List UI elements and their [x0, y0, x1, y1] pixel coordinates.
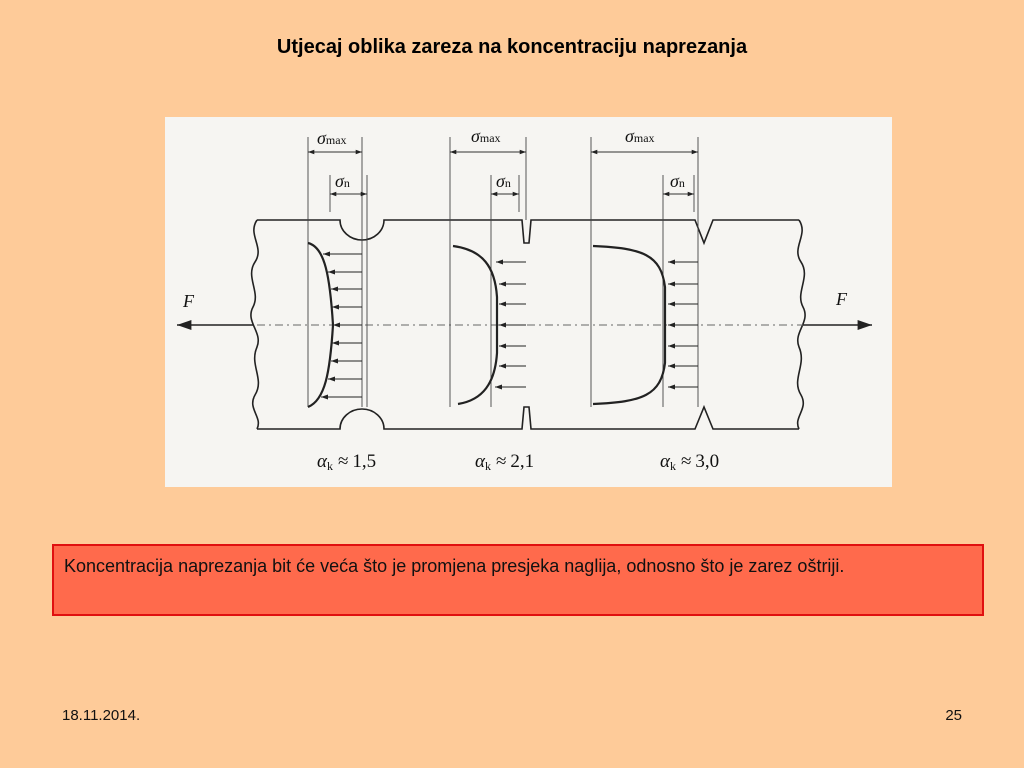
- svg-text:αk≈2,1: [475, 451, 534, 473]
- svg-text:σn: [496, 171, 511, 191]
- sigma-n-sub-1: n: [343, 176, 350, 190]
- sigma-max-sub-3: max: [633, 131, 655, 145]
- sigma-n-symbol-3: σ: [670, 171, 679, 191]
- sigma-max-symbol-1: σ: [317, 128, 326, 148]
- sigma-max-symbol-2: σ: [471, 126, 480, 146]
- case-slot-notch: [450, 126, 534, 473]
- alpha-sub-1: k: [326, 459, 333, 473]
- sigma-n-symbol-2: σ: [496, 171, 505, 191]
- case-v-notch: [591, 126, 719, 473]
- notch-stress-figure: [165, 117, 892, 487]
- svg-text:σmax: [317, 128, 347, 148]
- sigma-n-sub-2: n: [504, 176, 511, 190]
- alpha-value-2: 2,1: [510, 451, 535, 472]
- alpha-sub-3: k: [669, 459, 676, 473]
- svg-text:σmax: [625, 126, 655, 146]
- approx-1: ≈: [337, 451, 349, 472]
- svg-text:αk≈3,0: [660, 451, 719, 473]
- alpha-symbol-2: α: [475, 451, 485, 472]
- conclusion-callout: [52, 544, 984, 616]
- approx-3: ≈: [680, 451, 692, 472]
- page-number: 25: [945, 707, 962, 724]
- approx-2: ≈: [495, 451, 507, 472]
- sigma-max-symbol-3: σ: [625, 126, 634, 146]
- load-label-right: F: [836, 289, 847, 309]
- slide-title: Utjecaj oblika zareza na koncentraciju naprezanja: [276, 36, 748, 58]
- svg-text:σn: [335, 171, 350, 191]
- sigma-n-symbol-1: σ: [335, 171, 344, 191]
- alpha-symbol-1: α: [317, 451, 327, 472]
- conclusion-text: Koncentracija naprezanja bit će veća što je promjena presjeka naglija, odnosno što je zarez oštriji.: [64, 556, 845, 576]
- svg-text:σn: [670, 171, 685, 191]
- footer-date: 18.11.2014.: [62, 707, 141, 724]
- sigma-max-sub-2: max: [479, 131, 501, 145]
- sigma-max-sub-1: max: [325, 133, 347, 147]
- sigma-n-sub-3: n: [678, 176, 685, 190]
- svg-text:αk≈1,5: [317, 451, 376, 473]
- alpha-symbol-3: α: [660, 451, 670, 472]
- svg-text:σmax: [471, 126, 501, 146]
- alpha-value-1: 1,5: [352, 451, 377, 472]
- load-label-left: F: [183, 291, 194, 311]
- alpha-sub-2: k: [484, 459, 491, 473]
- alpha-value-3: 3,0: [695, 451, 720, 472]
